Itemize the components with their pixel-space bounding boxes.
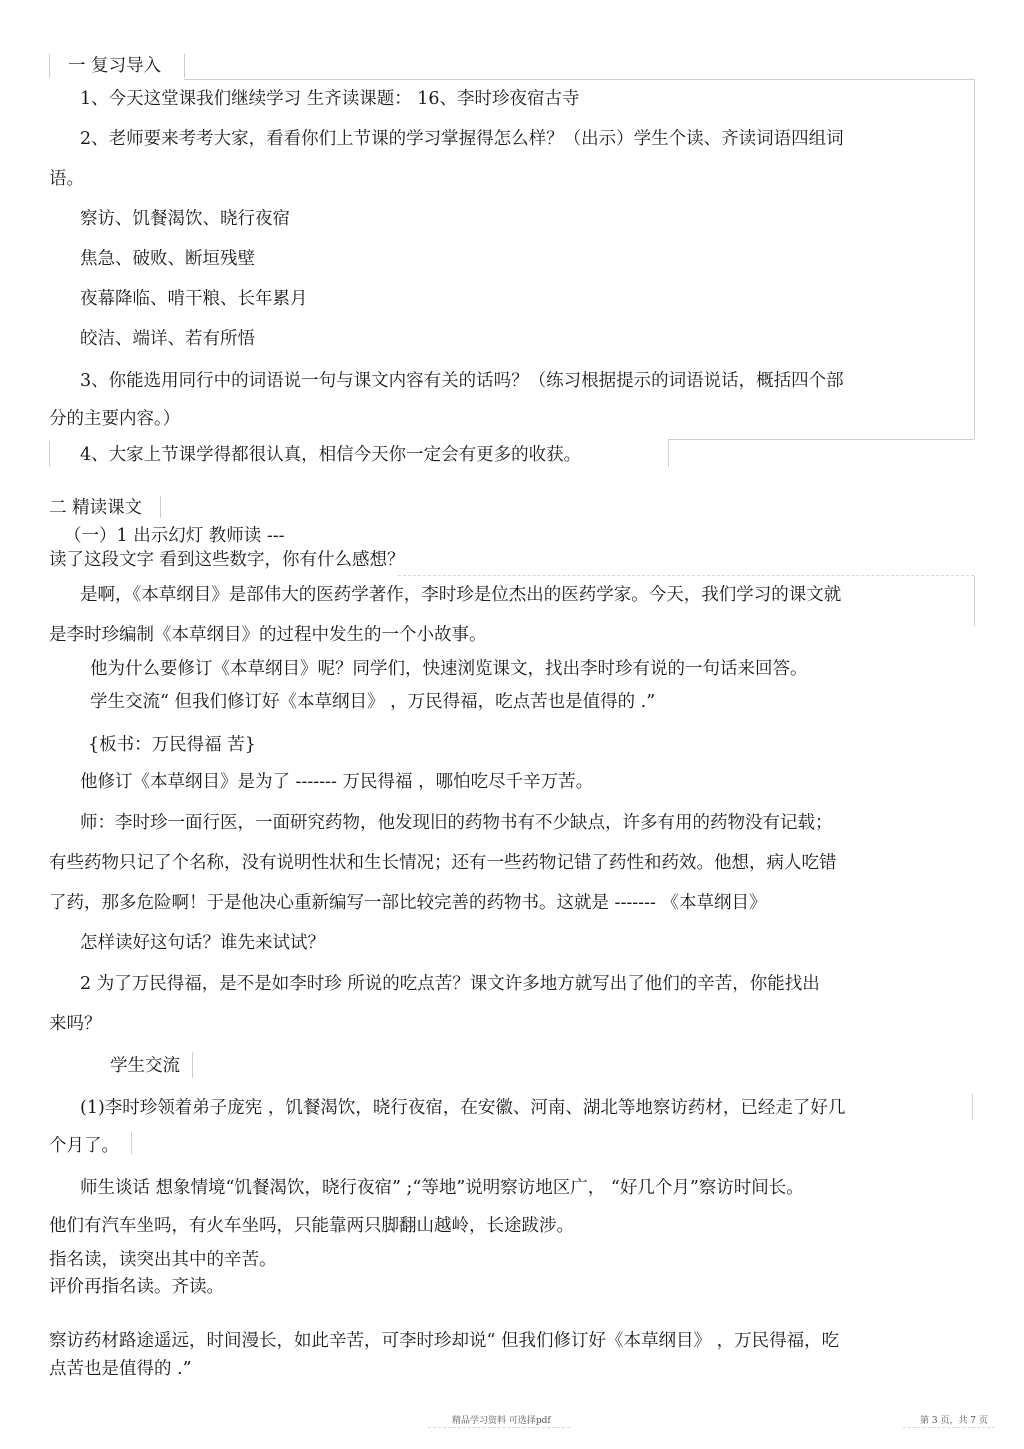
footer-left-text: 精品学习资料 可选择pdf [452, 1416, 551, 1426]
frame-line [49, 54, 50, 78]
paragraph: 2、老师要来考考大家，看看你们上节课的学习掌握得怎么样？（出示）学生个读、齐读词语四组词 [80, 129, 844, 149]
paragraph: 师：李时珍一面行医，一面研究药物，他发现旧的药物书有不少缺点，许多有用的药物没有记载； [80, 813, 833, 833]
frame-line [974, 576, 975, 626]
paragraph: 2 为了万民得福，是不是如李时珍 所说的吃点苦？课文许多地方就写出了他们的辛苦，你能找出 [80, 974, 820, 994]
footer-dash [428, 1427, 570, 1428]
word-group: 焦急、破败、断垣残壁 [80, 249, 255, 269]
section-2-heading: 二 精读课文 [49, 498, 143, 518]
frame-dash [398, 575, 974, 576]
paragraph: 点苦也是值得的 .” [49, 1359, 192, 1379]
paragraph: 分的主要内容。） [49, 409, 181, 429]
frame-line [49, 441, 50, 467]
paragraph: (1)李时珍领着弟子庞宪 ，饥餐渴饮，晓行夜宿，在安徽、河南、湖北等地察访药材，已经走了好几 [80, 1098, 846, 1118]
subheading: （一）1 出示幻灯 教师读 --- [64, 526, 285, 546]
frame-line [668, 439, 974, 440]
paragraph: 3、你能选用同行中的词语说一句与课文内容有关的话吗？（练习根据提示的词语说话，概括四个部 [80, 371, 844, 391]
paragraph: 是啊，《本草纲目》是部伟大的医药学著作，李时珍是位杰出的医药学家。今天，我们学习的课文就 [80, 585, 842, 605]
frame-line [131, 1132, 132, 1154]
paragraph: 他们有汽车坐吗，有火车坐吗，只能靠两只脚翻山越岭，长途跋涉。 [49, 1216, 574, 1236]
paragraph: 指名读，读突出其中的辛苦。 [49, 1250, 277, 1270]
section-1-heading: 一 复习导入 [68, 56, 162, 76]
paragraph: 怎样读好这句话？谁先来试试？ [80, 933, 325, 953]
paragraph: 有些药物只记了个名称，没有说明性状和生长情况；还有一些药物记错了药性和药效。他想，病人吃错 [49, 853, 837, 873]
paragraph: 学生交流 [110, 1056, 180, 1076]
paragraph: 察访药材路途遥远，时间漫长，如此辛苦，可李时珍却说“ 但我们修订好《本草纲目》 ，万民得福，吃 [49, 1331, 840, 1351]
frame-line [184, 79, 974, 80]
frame-line [184, 54, 185, 78]
frame-line [974, 79, 975, 439]
frame-line [192, 1052, 193, 1078]
frame-line [160, 496, 161, 518]
page-number: 第 3 页，共 7 页 [920, 1416, 988, 1426]
frame-line [972, 1094, 973, 1120]
paragraph: 评价再指名读。齐读。 [49, 1277, 224, 1297]
paragraph: 了药，那多危险啊！于是他决心重新编写一部比较完善的药物书。这就是 ------- 《本草纲目》 [49, 893, 767, 913]
footer-dash [903, 1427, 995, 1428]
paragraph: 是李时珍编制《本草纲目》的过程中发生的一个小故事。 [49, 625, 487, 645]
paragraph: 来吗？ [49, 1014, 102, 1034]
paragraph: 读了这段文字 看到这些数字，你有什么感想？ [49, 550, 405, 570]
paragraph: 4、大家上节课学得都很认真，相信今天你一定会有更多的收获。 [80, 445, 582, 465]
paragraph: 师生谈话 想象情境“饥餐渴饮，晓行夜宿” ;“等地”说明察访地区广， “好几个月”察访时间长。 [80, 1178, 804, 1198]
word-group: 察访、饥餐渴饮、晓行夜宿 [80, 209, 290, 229]
board-note: {板书：万民得福 苦} [88, 735, 256, 755]
paragraph: 1、今天这堂课我们继续学习 生齐读课题： 16、李时珍夜宿古寺 [80, 89, 580, 109]
word-group: 皎洁、端详、若有所悟 [80, 329, 255, 349]
paragraph: 他修订《本草纲目》是为了 ------- 万民得福 ，哪怕吃尽千辛万苦。 [80, 772, 594, 792]
frame-line [668, 439, 669, 467]
paragraph: 语。 [49, 169, 84, 189]
word-group: 夜幕降临、啃干粮、长年累月 [80, 289, 308, 309]
paragraph: 他为什么要修订《本草纲目》呢？同学们，快速浏览课文，找出李时珍有说的一句话来回答。 [90, 659, 808, 679]
paragraph: 学生交流“ 但我们修订好《本草纲目》 ，万民得福，吃点苦也是值得的 .” [90, 692, 656, 712]
paragraph: 个月了。 [49, 1136, 119, 1156]
